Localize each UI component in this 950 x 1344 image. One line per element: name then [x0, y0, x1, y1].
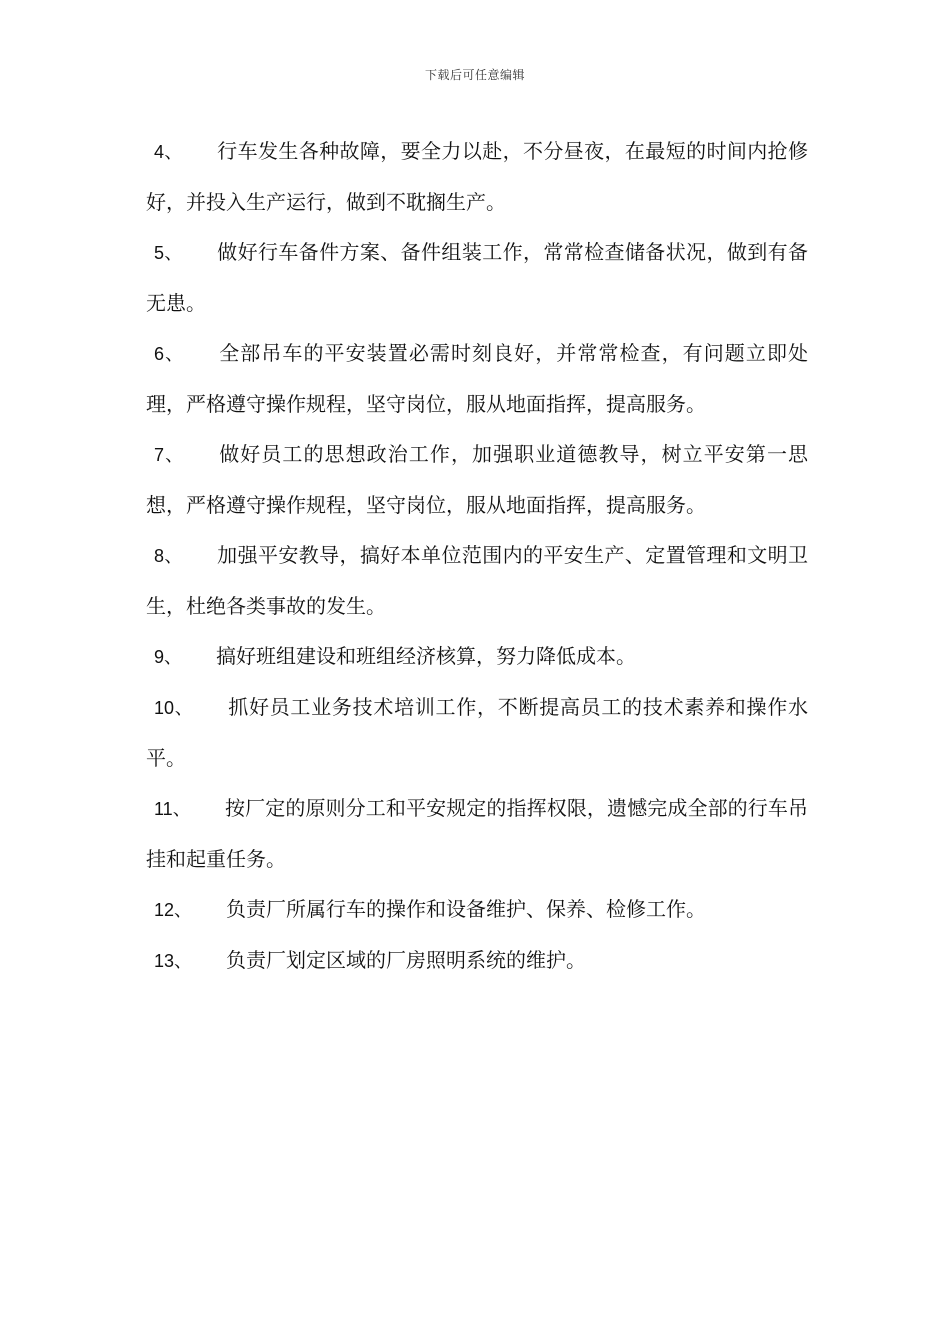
item-text: 加强平安教导，搞好本单位范围内的平安生产、定置管理和文明卫生，杜绝各类事故的发生。: [146, 543, 809, 618]
document-body: [146, 126, 808, 986]
item-number: 8、: [154, 546, 183, 566]
list-item: [146, 126, 808, 227]
item-text: 行车发生各种故障，要全力以赴，不分昼夜，在最短的时间内抢修好，并投入生产运行，做到不耽搁生产。: [146, 139, 809, 214]
list-item: [146, 935, 808, 986]
list-item: [146, 227, 808, 328]
item-text: 负责厂所属行车的操作和设备维护、保养、检修工作。: [226, 897, 707, 921]
item-text: 按厂定的原则分工和平安规定的指挥权限，遗憾完成全部的行车吊挂和起重任务。: [146, 796, 809, 871]
item-number: 13、: [154, 951, 193, 971]
list-item: [146, 631, 808, 682]
list-item: [146, 884, 808, 935]
item-text: 做好行车备件方案、备件组装工作，常常检查储备状况，做到有备无患。: [146, 240, 809, 315]
item-number: 12、: [154, 900, 193, 920]
item-number: 4、: [154, 142, 183, 162]
list-item: [146, 783, 808, 884]
item-text: 负责厂划定区域的厂房照明系统的维护。: [226, 948, 587, 972]
item-text: 全部吊车的平安装置必需时刻良好，并常常检查，有问题立即处理，严格遵守操作规程，坚守岗位，服从地面指挥，提高服务。: [146, 341, 809, 416]
list-item: [146, 530, 808, 631]
item-number: 7、: [154, 445, 185, 465]
item-number: 5、: [154, 243, 183, 263]
item-number: 6、: [154, 344, 185, 364]
item-number: 10、: [154, 698, 194, 718]
item-text: 做好员工的思想政治工作，加强职业道德教导，树立平安第一思想，严格遵守操作规程，坚守岗位，服从地面指挥，提高服务。: [146, 442, 809, 517]
item-number: 11、: [154, 799, 191, 819]
page-header: 下载后可任意编辑: [424, 68, 525, 82]
item-text: 抓好员工业务技术培训工作，不断提高员工的技术素养和操作水平。: [146, 695, 809, 770]
list-item: [146, 328, 808, 429]
item-text: 搞好班组建设和班组经济核算，努力降低成本。: [216, 644, 637, 668]
list-item: [146, 429, 808, 530]
item-number: 9、: [154, 647, 183, 667]
list-item: [146, 682, 808, 783]
